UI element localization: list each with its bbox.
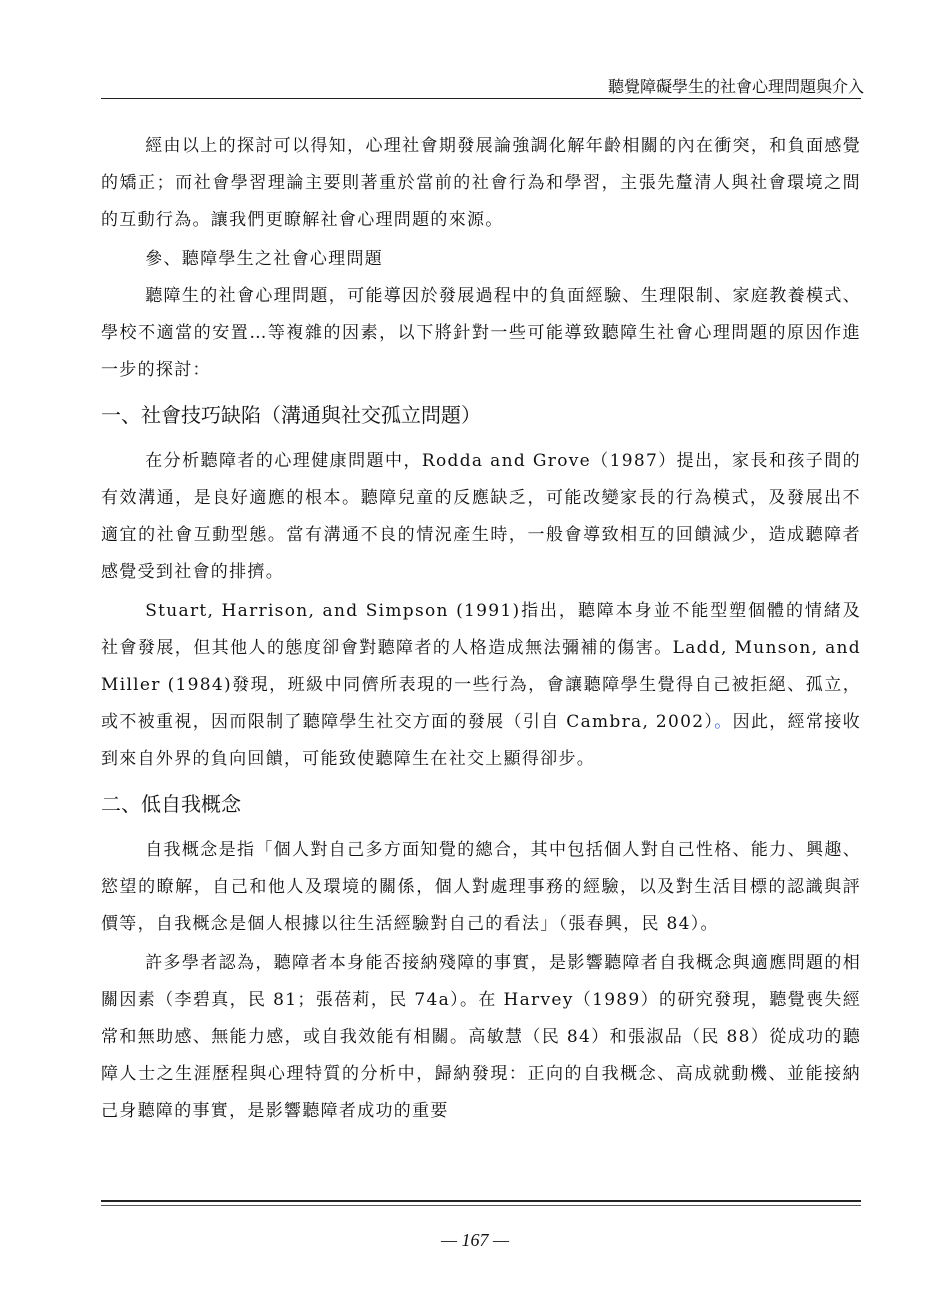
section-heading-self-concept: 二、低自我概念 [101, 792, 241, 816]
paragraph-peer-attitudes-main: Stuart, Harrison, and Simpson (1991)指出，聽障本身並不能型塑個體的情緒及社會發展，但其他人的態度卻會對聽障者的人格造成無法彌補的傷害。Ladd, Munson, and Miller (1984)發現，班級中同儕所表現的一些行為，會讓聽障學生覺得自己被拒絕、孤立，或不被重視，因而限制了聽障學生社交方面的發展（引自 Cambra, 2002） [101, 601, 861, 732]
page-body [101, 128, 861, 1132]
paragraph-self-concept-definition: 自我概念是指「個人對自己多方面知覺的總合，其中包括個人對自己性格、能力、興趣、慾望的瞭解，自己和他人及環境的關係，個人對處理事務的經驗，以及對生活目標的認識與評價等，自我概念是個人根據以往生活經驗對自己的看法」（張春興，民 84）。 [101, 840, 861, 934]
blue-period-mark: 。 [714, 712, 733, 732]
subsection-heading: 參、聽障學生之社會心理問題 [145, 249, 384, 269]
paragraph-communication: 在分析聽障者的心理健康問題中，Rodda and Grove（1987）提出，家長和孩子間的有效溝通，是良好適應的根本。聽障兒童的反應缺乏，可能改變家長的行為模式，及發展出不適宜的社會互動型態。當有溝通不良的情況產生時，一般會導致相互的回饋減少，造成聽障者感覺受到社會的排擠。 [101, 451, 861, 582]
paragraph-peer-attitudes [101, 593, 861, 778]
paragraph-intro: 聽障生的社會心理問題，可能導因於發展過程中的負面經驗、生理限制、家庭教養模式、學校不適當的安置…等複雜的因素，以下將針對一些可能導致聽障生社會心理問題的原因作進一步的探討： [101, 286, 861, 380]
footer-divider [101, 1200, 861, 1202]
paragraph-self-concept-research: 許多學者認為，聽障者本身能否接納殘障的事實，是影響聽障者自我概念與適應問題的相關因素（李碧真，民 81；張蓓莉，民 74a）。在 Harvey（1989）的研究發現，聽覺喪失經常和無助感、無能力感，或自我效能有相關。高敏慧（民 84）和張淑品（民 88）從成功的聽障人士之生涯歷程與心理特質的分析中，歸納發現：正向的自我概念、高成就動機、並能接納己身聽障的事實，是影響聽障者成功的重要 [101, 953, 861, 1121]
footer-divider-thin [101, 1205, 861, 1206]
paragraph-summary: 經由以上的探討可以得知，心理社會期發展論強調化解年齡相關的內在衝突，和負面感覺的矯正；而社會學習理論主要則著重於當前的社會行為和學習，主張先釐清人與社會環境之間的互動行為。讓我們更瞭解社會心理問題的來源。 [101, 136, 861, 230]
paragraph-peer-attitudes-tail: 因此，經常接收到來自外界的負向回饋，可能致使聽障生在社交上顯得卻步。 [101, 712, 861, 769]
section-heading-social-skills: 一、社會技巧缺陷（溝通與社交孤立問題） [101, 403, 481, 427]
page-number: — 167 — [440, 1230, 509, 1250]
header-divider [101, 98, 861, 99]
running-header: 聽覺障礙學生的社會心理問題與介入 [607, 77, 864, 96]
